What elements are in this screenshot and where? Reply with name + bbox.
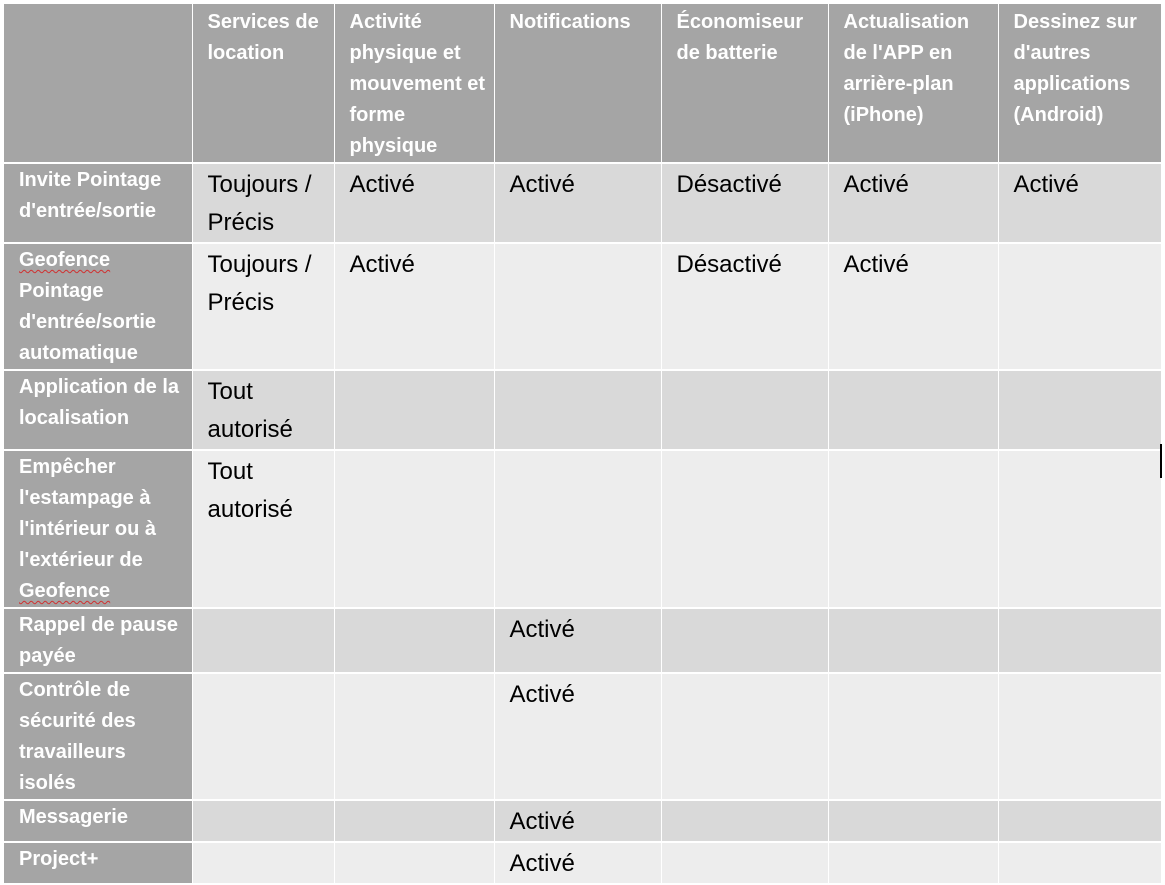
table-cell <box>661 370 828 450</box>
table-cell: Activé <box>494 800 661 842</box>
table-cell <box>334 800 494 842</box>
row-label <box>4 243 192 370</box>
table-cell <box>998 243 1161 370</box>
table-cell <box>334 608 494 673</box>
table-cell: Activé <box>998 163 1161 243</box>
table-cell <box>661 842 828 884</box>
table-cell: Toujours / Précis <box>192 243 334 370</box>
table-cell <box>192 800 334 842</box>
table-cell <box>192 608 334 673</box>
row-label: Project+ <box>4 842 192 884</box>
table-cell: Activé <box>334 243 494 370</box>
table-cell <box>661 673 828 800</box>
table-cell: Tout autorisé <box>192 370 334 450</box>
table-row <box>4 243 1161 370</box>
table-cell <box>828 608 998 673</box>
table-cell: Activé <box>828 243 998 370</box>
table-cell: Activé <box>494 608 661 673</box>
header-physical-activity: Activité physique et mouvement et forme physique <box>334 4 494 163</box>
table-cell <box>661 450 828 608</box>
table-row <box>4 450 1161 608</box>
table-cell <box>998 673 1161 800</box>
permissions-table <box>4 4 1161 885</box>
table-cell <box>998 800 1161 842</box>
row-label-spellcheck-word: Geofence <box>19 249 111 271</box>
table-cell <box>334 370 494 450</box>
table-row <box>4 370 1161 450</box>
table-row <box>4 163 1161 243</box>
table-cell <box>828 800 998 842</box>
table-cell <box>334 842 494 884</box>
table-cell <box>998 608 1161 673</box>
table-cell: Tout autorisé <box>192 450 334 608</box>
header-location-services: Services de location <box>192 4 334 163</box>
table-cell <box>828 370 998 450</box>
table-cell: Activé <box>494 842 661 884</box>
row-label: Messagerie <box>4 800 192 842</box>
table-cell <box>192 842 334 884</box>
row-label-main: Empêcher l'estampage à l'intérieur ou à l'extérieur de <box>19 456 157 571</box>
header-battery-saver: Économiseur de batterie <box>661 4 828 163</box>
row-label: Application de la localisation <box>4 370 192 450</box>
table-cell: Désactivé <box>661 163 828 243</box>
table-cell <box>334 450 494 608</box>
header-notifications: Notifications <box>494 4 661 163</box>
table-cell <box>494 450 661 608</box>
header-corner <box>4 4 192 163</box>
row-label <box>4 450 192 608</box>
table-cell: Activé <box>334 163 494 243</box>
table-cell <box>494 370 661 450</box>
table-cell <box>334 673 494 800</box>
header-draw-over-apps: Dessinez sur d'autres applications (Android) <box>998 4 1161 163</box>
table-cell: Activé <box>828 163 998 243</box>
table-cell <box>661 608 828 673</box>
header-row <box>4 4 1161 163</box>
table-row <box>4 608 1161 673</box>
table-cell <box>998 370 1161 450</box>
text-cursor <box>1160 444 1162 478</box>
table-cell <box>192 673 334 800</box>
table-cell <box>998 450 1161 608</box>
table-cell <box>828 842 998 884</box>
row-label: Contrôle de sécurité des travailleurs isolés <box>4 673 192 800</box>
table-cell: Désactivé <box>661 243 828 370</box>
table-cell <box>828 450 998 608</box>
table-cell <box>661 800 828 842</box>
row-label-rest: Pointage d'entrée/sortie automatique <box>19 280 157 364</box>
table-cell: Activé <box>494 163 661 243</box>
table-row <box>4 800 1161 842</box>
table-cell <box>998 842 1161 884</box>
row-label: Invite Pointage d'entrée/sortie <box>4 163 192 243</box>
table-cell: Activé <box>494 673 661 800</box>
table-row <box>4 673 1161 800</box>
row-label: Rappel de pause payée <box>4 608 192 673</box>
header-background-refresh: Actualisation de l'APP en arrière-plan (iPhone) <box>828 4 998 163</box>
row-label-spellcheck-word: Geofence <box>19 580 111 602</box>
table-cell <box>828 673 998 800</box>
table-cell <box>494 243 661 370</box>
table-cell: Toujours / Précis <box>192 163 334 243</box>
table-row <box>4 842 1161 884</box>
